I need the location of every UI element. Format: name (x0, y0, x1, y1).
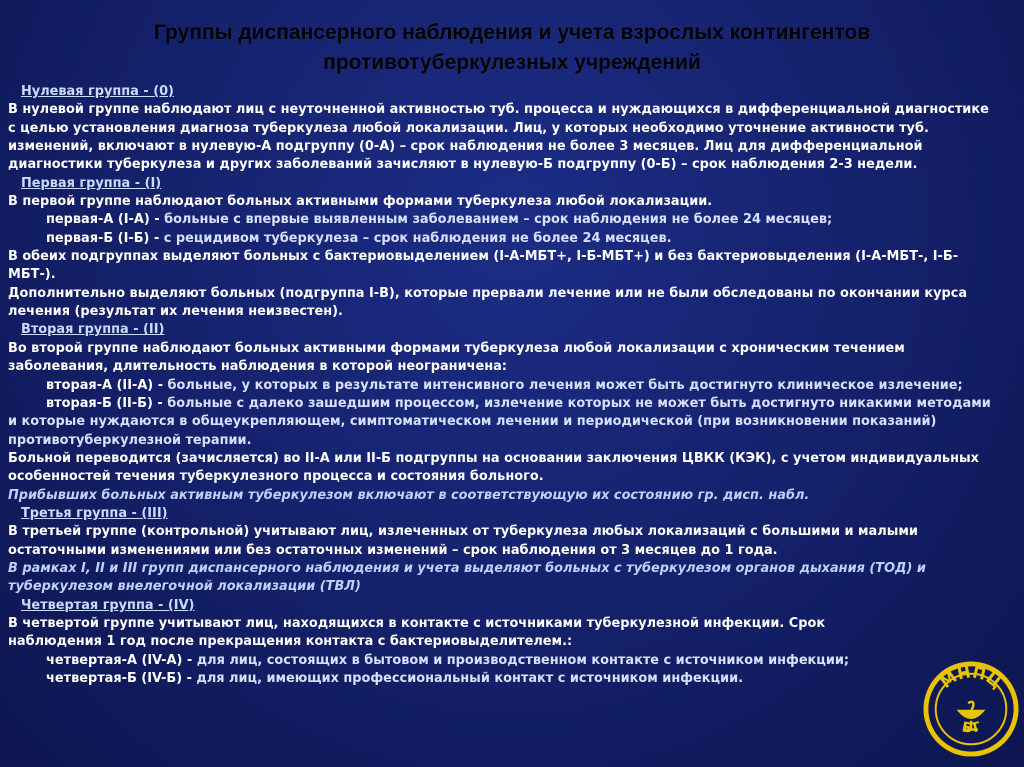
fourth-subgroup-b-text: для лиц, имеющих профессиональный контакт с источником инфекции. (191, 671, 744, 686)
second-subgroup-a-text: больные, у которых в результате интенсивного лечения может быть достигнуто клиническое излечение; (163, 377, 963, 393)
third-group-heading: Третья группа - (III) (21, 505, 168, 521)
zero-group-heading: Нулевая группа - (0) (21, 84, 174, 99)
first-subgroup-b-text: с рецидивом туберкулеза – срок наблюдения не более 24 месяцев. (159, 230, 672, 246)
second-subgroup-b-text: больные с далеко зашедшим процессом, излечение которых не может быть достигнуто никакими методами и которые нуждаются в общеукрепляющем, симптоматическом лечении и периодической (при возникновении показаний) противотуберкулезной терапии. (8, 395, 991, 448)
second-subgroup-b-label: вторая-Б (II-Б) - (46, 395, 163, 411)
title-line-2: противотуберкулезных учреждений (323, 51, 701, 74)
fourth-subgroup-a (8, 652, 1000, 670)
fourth-group-heading: Четвертая группа - (IV) (21, 597, 195, 613)
first-subgroup-b (8, 230, 1000, 248)
fourth-group-text: В четвертой группе учитывают лиц, находящихся в контакте с источниками туберкулезной инфекции. Срок наблюдения 1 год после прекращения контакта с бактериовыделителем.: (8, 615, 826, 650)
second-group-intro: Во второй группе наблюдают больных активными формами туберкулеза любой локализации с хроническим течением заболевания, длительность наблюдения в которой неограничена: (8, 340, 905, 375)
title-line-1: Группы диспансерного наблюдения и учета взрослых контингентов (153, 21, 871, 44)
first-subgroup-a (8, 211, 1000, 229)
second-subgroup-a-label: вторая-А (II-А) - (46, 377, 164, 393)
page-title (0, 18, 1024, 78)
fourth-subgroup-a-text: для лиц, состоящих в бытовом и производственном контакте с источником инфекции; (192, 652, 850, 668)
first-subgroup-a-label: первая-А (I-А) - (46, 212, 160, 228)
first-group-paragraph-2: Дополнительно выделяют больных (подгруппа I-В), которые прервали лечение или не были обследованы по окончании курса лечения (результат их лечения неизвестен). (8, 285, 968, 320)
fourth-subgroup-b (8, 670, 1000, 688)
second-group-heading: Вторая группа - (II) (21, 322, 165, 338)
first-subgroup-b-label: первая-Б (I-Б) - (46, 230, 160, 246)
first-group-paragraph-1: В обеих подгруппах выделяют больных с бактериовыделением (I-А-МБТ+, I-Б-МБТ+) и без бактериовыделения (I-А-МБТ-, I-Б-МБТ-). (8, 249, 959, 283)
first-group-intro: В первой группе наблюдают больных активными формами туберкулеза любой локализации. (8, 194, 713, 210)
second-subgroup-a (8, 377, 1000, 395)
fourth-subgroup-a-label: четвертая-А (IV-А) - (46, 652, 193, 668)
first-subgroup-a-text: больные с впервые выявленным заболеванием – срок наблюдения не более 24 месяцев; (159, 212, 833, 228)
second-group-note: Прибывших больных активным туберкулезом включают в соответствующую их состоянию гр. дисп. набл. (8, 487, 810, 503)
content (8, 83, 1000, 688)
first-group-heading: Первая группа - (I) (21, 175, 162, 191)
fourth-subgroup-b-label: четвертая-Б (IV-Б) - (46, 671, 192, 686)
zero-group-text: В нулевой группе наблюдают лиц с неуточненной активностью туб. процесса и нуждающихся в дифференциальной диагностике с целью установления диагноза туберкулеза любой локализации. Лиц, у которых необходимо уточнение активности туб. изменений, включают в нулевую-А подгруппу (0-А) – срок наблюдения не более 3 месяцев. Лиц для дифференциальной диагностики туберкулеза и других заболеваний зачисляют в нулевую-Б подгруппу (0-Б) – срок наблюдения 2-3 недели. (8, 102, 989, 173)
second-group-paragraph: Больной переводится (зачисляется) во II-А или II-Б подгруппы на основании заключения ЦВКК (КЭК), с учетом индивидуальных особенностей течения туберкулезного процесса и состояния больного. (8, 450, 979, 485)
third-group-note: В рамках I, II и III групп диспансерного наблюдения и учета выделяют больных с туберкулезом органов дыхания (ТОД) и туберкулезом внелегочной локализации (ТВЛ) (8, 560, 926, 595)
logo-top-text: МНПЦ (936, 662, 1006, 693)
second-subgroup-b (8, 395, 1000, 450)
organization-logo (922, 660, 1020, 758)
third-group-text: В третьей группе (контрольной) учитывают лиц, излеченных от туберкулеза любых локализаций с большими и малыми остаточными изменениями или без остаточных изменений – срок наблюдения от 3 месяцев до 1 года. (8, 524, 918, 558)
logo-bottom-text: БТ (960, 719, 982, 737)
